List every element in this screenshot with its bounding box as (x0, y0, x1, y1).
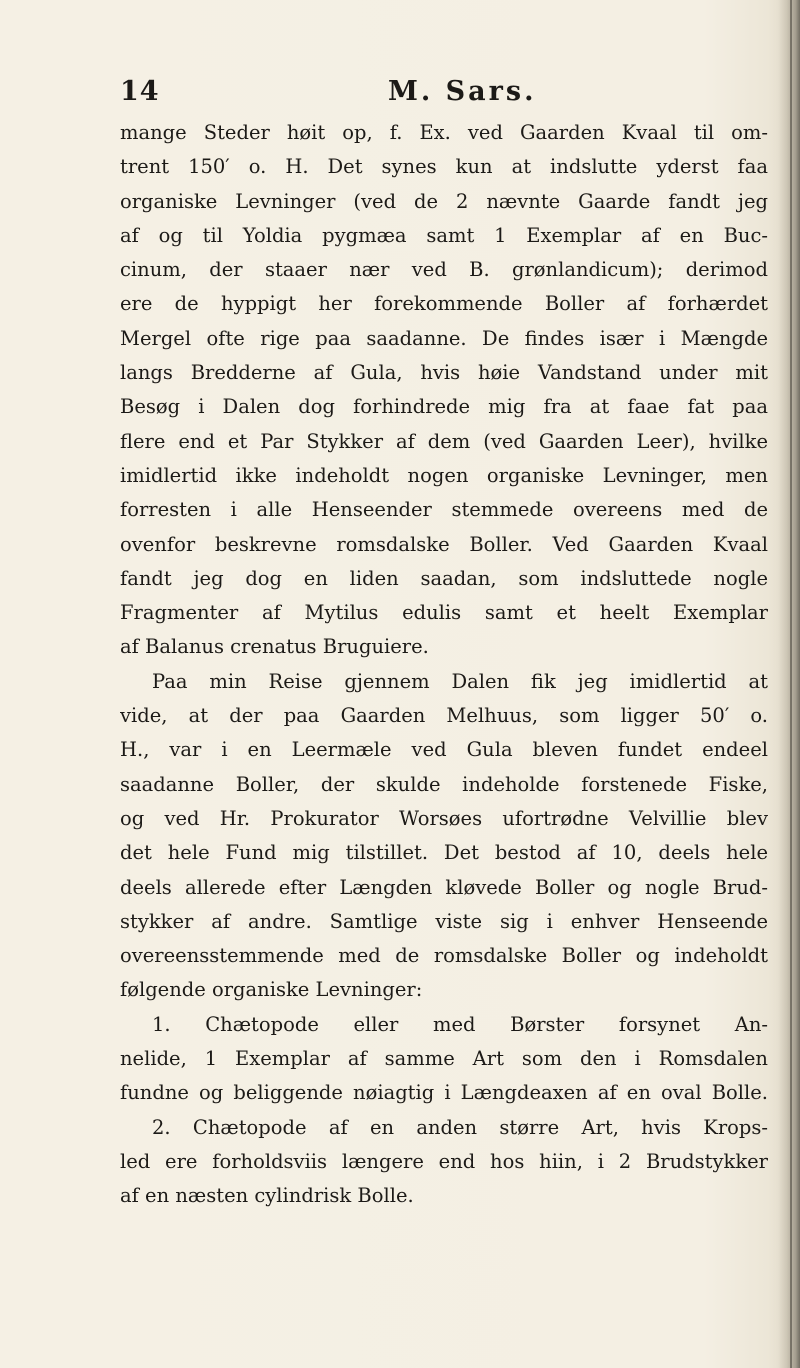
body-text (120, 116, 768, 1214)
text-line: Fragmenter af Mytilus edulis samt et heelt Exemplar (120, 601, 768, 625)
text-line: følgende organiske Levninger: (120, 978, 423, 1002)
text-line: ere de hyppigt her forekommende Boller af forhærdet (120, 292, 768, 316)
text-line: led ere forholdsviis længere end hos hiin, i 2 Brudstykker (120, 1149, 768, 1173)
text-line: 1. Chætopode eller med Børster forsynet An- (152, 1012, 768, 1036)
text-line: og ved Hr. Prokurator Worsøes ufortrødne Velvillie blev (120, 806, 768, 830)
text-line: forresten i alle Henseender stemmede overeens med de (120, 498, 768, 522)
page-edge-line (790, 0, 792, 1368)
text-line: Mergel ofte rige paa saadanne. De findes især i Mængde (120, 326, 768, 350)
text-line: vide, at der paa Gaarden Melhuus, som ligger 50′ o. (120, 704, 768, 728)
text-line: mange Steder høit op, f. Ex. ved Gaarden Kvaal til om- (120, 121, 768, 144)
text-line: 2. Chætopode af en anden større Art, hvis Krops- (152, 1115, 768, 1139)
text-line: flere end et Par Stykker af dem (ved Gaarden Leer), hvilke (120, 429, 768, 453)
text-line: Paa min Reise gjennem Dalen fik jeg imidlertid at (152, 669, 768, 693)
page-header (120, 76, 768, 120)
text-line: overeensstemmende med de romsdalske Boller og indeholdt (120, 944, 768, 968)
page-edge-shadow (778, 0, 800, 1368)
text-line: fundne og beliggende nøiagtig i Længdeaxen af en oval Bolle. (120, 1081, 768, 1105)
text-line: fandt jeg dog en liden saadan, som indsluttede nogle (120, 566, 768, 590)
text-line: saadanne Boller, der skulde indeholde forstenede Fiske, (120, 772, 768, 796)
text-line: af og til Yoldia pygmæa samt 1 Exemplar af en Buc- (120, 223, 768, 247)
text-line: Besøg i Dalen dog forhindrede mig fra at faae fat paa (120, 395, 768, 419)
text-line: trent 150′ o. H. Det synes kun at indslutte yderst faa (120, 155, 768, 179)
page-number: 14 (120, 76, 160, 107)
text-line: nelide, 1 Exemplar af samme Art som den i Romsdalen (120, 1047, 768, 1071)
running-head: M. Sars. (388, 76, 537, 107)
text-line: deels allerede efter Længden kløvede Boller og nogle Brud- (120, 875, 768, 899)
text-line: ovenfor beskrevne romsdalske Boller. Ved Gaarden Kvaal (120, 532, 768, 556)
text-line: H., var i en Leermæle ved Gula bleven fundet endeel (120, 738, 768, 762)
text-line: af Balanus crenatus Bruguiere. (120, 635, 429, 659)
text-line: cinum, der staaer nær ved B. grønlandicum); derimod (120, 258, 768, 282)
text-line: organiske Levninger (ved de 2 nævnte Gaarde fandt jeg (120, 189, 768, 213)
text-line: det hele Fund mig tilstillet. Det bestod af 10, deels hele (120, 841, 768, 865)
text-line: imidlertid ikke indeholdt nogen organiske Levninger, men (120, 463, 768, 487)
text-line: stykker af andre. Samtlige viste sig i enhver Henseende (120, 909, 768, 933)
text-line: langs Bredderne af Gula, hvis høie Vandstand under mit (120, 361, 768, 385)
text-line: af en næsten cylindrisk Bolle. (120, 1184, 414, 1208)
